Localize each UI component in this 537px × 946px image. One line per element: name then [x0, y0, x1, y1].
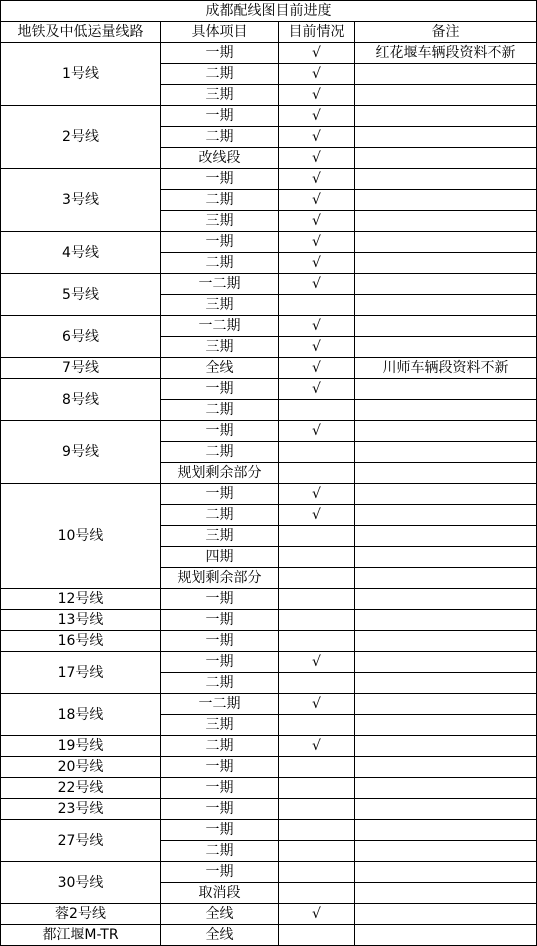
- note-cell: [355, 841, 537, 862]
- line-name-cell: 27号线: [1, 820, 161, 862]
- status-cell: [279, 925, 355, 946]
- table-row: [1, 694, 537, 715]
- note-cell: [355, 211, 537, 232]
- status-cell: [279, 463, 355, 484]
- header-item: 具体项目: [161, 22, 279, 43]
- sheet-title: 成都配线图目前进度: [1, 1, 537, 22]
- status-cell: [279, 841, 355, 862]
- status-cell: √: [279, 652, 355, 673]
- note-cell: [355, 421, 537, 442]
- line-name-cell: 9号线: [1, 421, 161, 484]
- status-cell: √: [279, 64, 355, 85]
- status-cell: √: [279, 379, 355, 400]
- project-cell: 改线段: [161, 148, 279, 169]
- project-cell: 一期: [161, 421, 279, 442]
- status-cell: [279, 526, 355, 547]
- project-cell: 三期: [161, 715, 279, 736]
- table-row: [1, 421, 537, 442]
- note-cell: [355, 337, 537, 358]
- project-cell: 一期: [161, 232, 279, 253]
- note-cell: [355, 715, 537, 736]
- note-cell: [355, 547, 537, 568]
- project-cell: 二期: [161, 442, 279, 463]
- status-cell: [279, 400, 355, 421]
- note-cell: [355, 799, 537, 820]
- note-cell: [355, 379, 537, 400]
- project-cell: 一期: [161, 862, 279, 883]
- project-cell: 全线: [161, 358, 279, 379]
- project-cell: 全线: [161, 904, 279, 925]
- status-cell: √: [279, 358, 355, 379]
- project-cell: 二期: [161, 841, 279, 862]
- line-name-cell: 17号线: [1, 652, 161, 694]
- line-name-cell: 16号线: [1, 631, 161, 652]
- project-cell: 一期: [161, 820, 279, 841]
- status-cell: √: [279, 85, 355, 106]
- line-name-cell: 2号线: [1, 106, 161, 169]
- project-cell: 一期: [161, 652, 279, 673]
- table-row: [1, 43, 537, 64]
- table-row: [1, 862, 537, 883]
- note-cell: [355, 232, 537, 253]
- note-cell: [355, 253, 537, 274]
- note-cell: [355, 64, 537, 85]
- line-name-cell: 6号线: [1, 316, 161, 358]
- note-cell: [355, 526, 537, 547]
- note-cell: [355, 505, 537, 526]
- header-line: 地铁及中低运量线路: [1, 22, 161, 43]
- note-cell: [355, 106, 537, 127]
- line-name-cell: 23号线: [1, 799, 161, 820]
- status-cell: √: [279, 337, 355, 358]
- line-name-cell: 13号线: [1, 610, 161, 631]
- status-cell: √: [279, 505, 355, 526]
- table-row: [1, 379, 537, 400]
- status-cell: √: [279, 127, 355, 148]
- status-cell: [279, 295, 355, 316]
- project-cell: 一期: [161, 799, 279, 820]
- line-name-cell: 19号线: [1, 736, 161, 757]
- status-cell: [279, 799, 355, 820]
- note-cell: [355, 484, 537, 505]
- note-cell: [355, 631, 537, 652]
- status-cell: [279, 757, 355, 778]
- note-cell: [355, 85, 537, 106]
- project-cell: 一期: [161, 757, 279, 778]
- table-row: [1, 820, 537, 841]
- project-cell: 三期: [161, 337, 279, 358]
- table-row: [1, 925, 537, 946]
- status-cell: √: [279, 190, 355, 211]
- line-name-cell: 12号线: [1, 589, 161, 610]
- note-cell: [355, 295, 537, 316]
- note-cell: [355, 127, 537, 148]
- project-cell: 一期: [161, 379, 279, 400]
- table-row: [1, 589, 537, 610]
- status-cell: √: [279, 274, 355, 295]
- project-cell: 一期: [161, 631, 279, 652]
- project-cell: 四期: [161, 547, 279, 568]
- project-cell: 二期: [161, 673, 279, 694]
- table-row: [1, 610, 537, 631]
- project-cell: 三期: [161, 295, 279, 316]
- status-cell: [279, 673, 355, 694]
- line-name-cell: 22号线: [1, 778, 161, 799]
- table-row: [1, 484, 537, 505]
- project-cell: 一二期: [161, 316, 279, 337]
- project-cell: 规划剩余部分: [161, 463, 279, 484]
- note-cell: [355, 694, 537, 715]
- status-cell: [279, 568, 355, 589]
- table-row: [1, 358, 537, 379]
- project-cell: 二期: [161, 400, 279, 421]
- note-cell: [355, 673, 537, 694]
- project-cell: 取消段: [161, 883, 279, 904]
- status-cell: √: [279, 736, 355, 757]
- line-name-cell: 10号线: [1, 484, 161, 589]
- project-cell: 二期: [161, 253, 279, 274]
- note-cell: [355, 736, 537, 757]
- line-name-cell: 8号线: [1, 379, 161, 421]
- table-row: [1, 778, 537, 799]
- project-cell: 二期: [161, 190, 279, 211]
- header-status: 目前情况: [279, 22, 355, 43]
- project-cell: 二期: [161, 64, 279, 85]
- title-row: [1, 1, 537, 22]
- project-cell: 一期: [161, 589, 279, 610]
- project-cell: 一期: [161, 778, 279, 799]
- note-cell: [355, 316, 537, 337]
- project-cell: 三期: [161, 526, 279, 547]
- project-cell: 一期: [161, 106, 279, 127]
- status-cell: [279, 820, 355, 841]
- status-cell: √: [279, 904, 355, 925]
- status-cell: √: [279, 211, 355, 232]
- line-name-cell: 3号线: [1, 169, 161, 232]
- status-cell: √: [279, 484, 355, 505]
- line-name-cell: 1号线: [1, 43, 161, 106]
- line-name-cell: 都江堰M-TR: [1, 925, 161, 946]
- project-cell: 二期: [161, 505, 279, 526]
- project-cell: 一二期: [161, 274, 279, 295]
- table-row: [1, 652, 537, 673]
- project-cell: 三期: [161, 211, 279, 232]
- project-cell: 一期: [161, 610, 279, 631]
- table-row: [1, 799, 537, 820]
- line-name-cell: 30号线: [1, 862, 161, 904]
- note-cell: [355, 169, 537, 190]
- status-cell: [279, 610, 355, 631]
- line-name-cell: 5号线: [1, 274, 161, 316]
- status-cell: √: [279, 421, 355, 442]
- note-cell: [355, 778, 537, 799]
- status-cell: √: [279, 253, 355, 274]
- table-row: [1, 106, 537, 127]
- note-cell: [355, 610, 537, 631]
- header-row: [1, 22, 537, 43]
- status-cell: [279, 862, 355, 883]
- status-cell: √: [279, 169, 355, 190]
- table-row: [1, 736, 537, 757]
- note-cell: [355, 589, 537, 610]
- table-row: [1, 316, 537, 337]
- note-cell: [355, 400, 537, 421]
- status-cell: [279, 442, 355, 463]
- note-cell: [355, 463, 537, 484]
- note-cell: [355, 904, 537, 925]
- note-cell: [355, 883, 537, 904]
- header-note: 备注: [355, 22, 537, 43]
- project-cell: 全线: [161, 925, 279, 946]
- note-cell: [355, 442, 537, 463]
- note-cell: [355, 274, 537, 295]
- project-cell: 一期: [161, 169, 279, 190]
- line-name-cell: 18号线: [1, 694, 161, 736]
- note-cell: [355, 757, 537, 778]
- line-name-cell: 蓉2号线: [1, 904, 161, 925]
- note-cell: 川师车辆段资料不新: [355, 358, 537, 379]
- project-cell: 一二期: [161, 694, 279, 715]
- status-cell: √: [279, 43, 355, 64]
- status-cell: [279, 631, 355, 652]
- line-name-cell: 20号线: [1, 757, 161, 778]
- project-cell: 二期: [161, 736, 279, 757]
- note-cell: 红花堰车辆段资料不新: [355, 43, 537, 64]
- note-cell: [355, 925, 537, 946]
- note-cell: [355, 652, 537, 673]
- status-cell: [279, 883, 355, 904]
- status-cell: √: [279, 148, 355, 169]
- status-cell: [279, 589, 355, 610]
- project-cell: 规划剩余部分: [161, 568, 279, 589]
- line-name-cell: 7号线: [1, 358, 161, 379]
- project-cell: 二期: [161, 127, 279, 148]
- table-row: [1, 631, 537, 652]
- project-cell: 一期: [161, 43, 279, 64]
- project-cell: 一期: [161, 484, 279, 505]
- status-cell: √: [279, 106, 355, 127]
- line-name-cell: 4号线: [1, 232, 161, 274]
- table-row: [1, 232, 537, 253]
- table-row: [1, 169, 537, 190]
- note-cell: [355, 568, 537, 589]
- note-cell: [355, 820, 537, 841]
- status-cell: √: [279, 316, 355, 337]
- table-row: [1, 757, 537, 778]
- table-row: [1, 904, 537, 925]
- note-cell: [355, 190, 537, 211]
- status-cell: √: [279, 232, 355, 253]
- status-cell: √: [279, 694, 355, 715]
- table-row: [1, 274, 537, 295]
- status-cell: [279, 547, 355, 568]
- note-cell: [355, 148, 537, 169]
- project-cell: 三期: [161, 85, 279, 106]
- status-cell: [279, 715, 355, 736]
- note-cell: [355, 862, 537, 883]
- status-cell: [279, 778, 355, 799]
